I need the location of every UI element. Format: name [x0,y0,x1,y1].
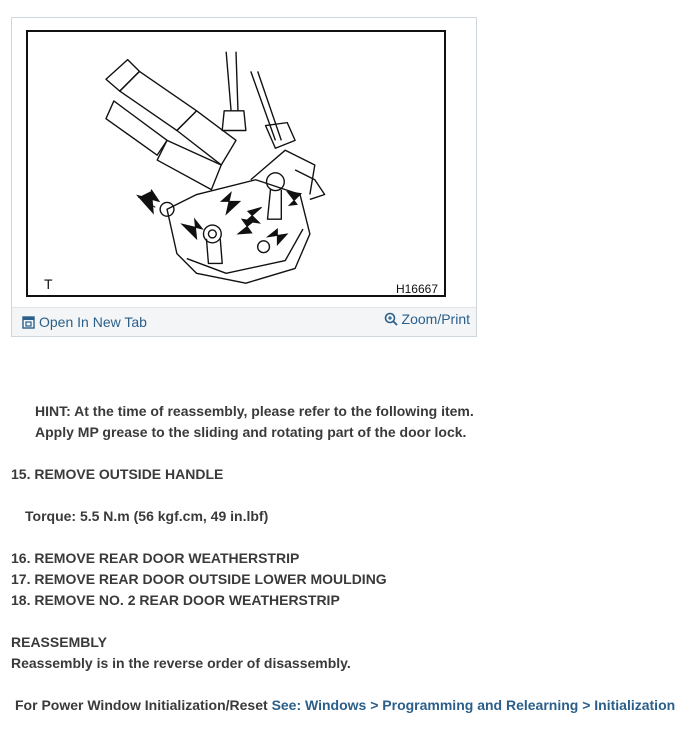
figure-card [11,17,477,337]
power-window-prefix: For Power Window Initialization/Reset [15,697,268,713]
figure-letter: T [44,276,53,292]
open-in-new-tab-link[interactable] [22,314,147,330]
hint-line-2: Apply MP grease to the sliding and rotating part of the door lock. [35,424,467,440]
open-in-new-tab-icon [22,316,35,329]
power-window-line [15,697,675,713]
torque-spec: Torque: 5.5 N.m (56 kgf.cm, 49 in.lbf) [25,508,269,524]
zoom-print-label: Zoom/Print [401,311,470,327]
reassembly-body: Reassembly is in the reverse order of disassembly. [11,655,351,671]
zoom-magnifier-icon [384,312,398,326]
figure-code: H16667 [395,282,438,296]
step-15-heading: 15. REMOVE OUTSIDE HANDLE [11,466,224,482]
power-window-initialization-link[interactable]: See: Windows > Programming and Relearning > Initialization [271,697,676,713]
door-lock-illustration [26,30,446,297]
step-18-heading: 18. REMOVE NO. 2 REAR DOOR WEATHERSTRIP [11,592,340,608]
hint-line-1: HINT: At the time of reassembly, please refer to the following item. [35,403,474,419]
step-17-heading: 17. REMOVE REAR DOOR OUTSIDE LOWER MOULDING [11,571,387,587]
figure-toolbar [12,307,476,336]
zoom-print-link[interactable] [384,311,470,327]
door-lock-drawing [28,32,444,295]
step-16-heading: 16. REMOVE REAR DOOR WEATHERSTRIP [11,550,300,566]
open-in-new-tab-label: Open In New Tab [39,314,147,330]
reassembly-heading: REASSEMBLY [11,634,107,650]
